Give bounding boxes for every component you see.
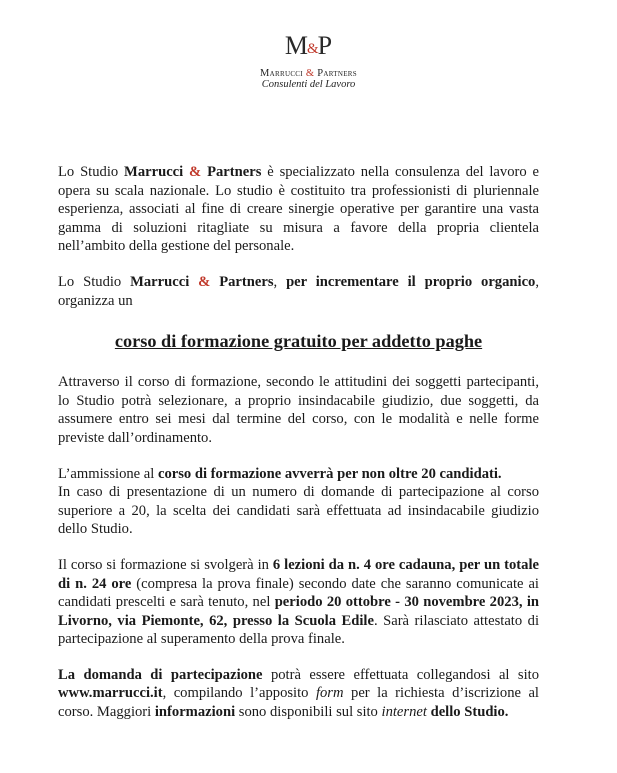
studio-ampersand: & (183, 164, 208, 180)
text: Lo Studio (58, 273, 131, 290)
studio-partners-bold: Partners (219, 273, 274, 290)
firm-name-ampersand: & (305, 68, 315, 79)
document-body (58, 163, 539, 722)
firm-name-first: Marrucci (260, 68, 303, 79)
bold-text: La domanda di partecipazione (58, 666, 263, 683)
bold-text: dello Studio. (430, 704, 509, 721)
website-link: www.marrucci.it (58, 685, 163, 702)
text: è specializzato nella consulenza del lavoro e opera su scala nazionale. Lo studio è costituito tra professionisti di pluriennale esperienza, associati al fine di creare sinergie operative per garantire una vasta gamma di soluzioni ritagliate su misura a favore della propria clientela nell’ambito della gestione del personale. (58, 164, 539, 255)
text: (compresa la prova finale) secondo date che saranno comunicate ai candidati prescelti e sarà tenuto, nel (58, 575, 539, 611)
logo-ampersand: & (306, 41, 319, 57)
firm-logo (0, 32, 617, 63)
bold-text: 6 lezioni da n. 4 ore cadauna, per un totale di n. 24 ore (58, 556, 539, 592)
course-description-paragraph: Attraverso il corso di formazione, secondo le attitudini dei soggetti partecipanti, lo Studio potrà selezionare, a proprio insindacabile giudizio, due soggetti, da assumere entro sei mesi dal termine del corso, con le modalità e nelle forme previste dall’ordinamento. (58, 374, 539, 446)
text: , (273, 273, 287, 290)
studio-name-bold: Marrucci (124, 164, 184, 180)
text: . Sarà rilasciato attestato di partecipazione al superamento della prova finale. (58, 612, 540, 648)
organico-paragraph (58, 273, 539, 310)
studio-ampersand: & (189, 273, 220, 290)
firm-name-second: Partners (317, 68, 357, 79)
italic-text: form (315, 685, 344, 702)
admission-paragraph (58, 465, 539, 539)
schedule-paragraph (58, 556, 539, 649)
firm-subtitle: Consulenti del Lavoro (261, 79, 356, 90)
logo-letter-m: M (284, 31, 308, 60)
text: L’ammissione al (58, 465, 158, 482)
text: , compilando l’apposito (162, 685, 316, 702)
intro-paragraph (58, 163, 539, 256)
application-paragraph (58, 666, 539, 722)
studio-partners-bold: Partners (207, 164, 262, 180)
course-title: corso di formazione gratuito per addetto paghe (114, 331, 483, 352)
bold-text: corso di formazione avverrà per non oltre 20 candidati. (157, 465, 502, 482)
bold-text: periodo 20 ottobre - 30 novembre 2023, in Livorno, via Piemonte, 62, presso la Scuola Edile (58, 594, 539, 629)
text: per la richiesta d’iscrizione al corso. Maggiori (58, 685, 539, 721)
text: Lo Studio (58, 164, 125, 180)
bold-text: per incrementare il proprio organico (286, 273, 536, 290)
letterhead (0, 32, 617, 90)
firm-name (0, 68, 617, 79)
text: , organizza un (58, 273, 540, 309)
bold-text: informazioni (154, 704, 236, 721)
italic-text: internet (381, 704, 427, 721)
text: sono disponibili sul sito (235, 704, 382, 721)
text: Il corso si formazione si svolgerà in (58, 556, 273, 573)
logo-letter-p: P (317, 31, 333, 60)
text: In caso di presentazione di un numero di domande di partecipazione al corso superiore a 20, la scelta dei candidati sarà effettuata ad insindacabile giudizio dello Studio. (58, 484, 539, 538)
text: potrà essere effettuata collegandosi al sito (262, 666, 539, 683)
studio-name-bold: Marrucci (130, 273, 190, 290)
